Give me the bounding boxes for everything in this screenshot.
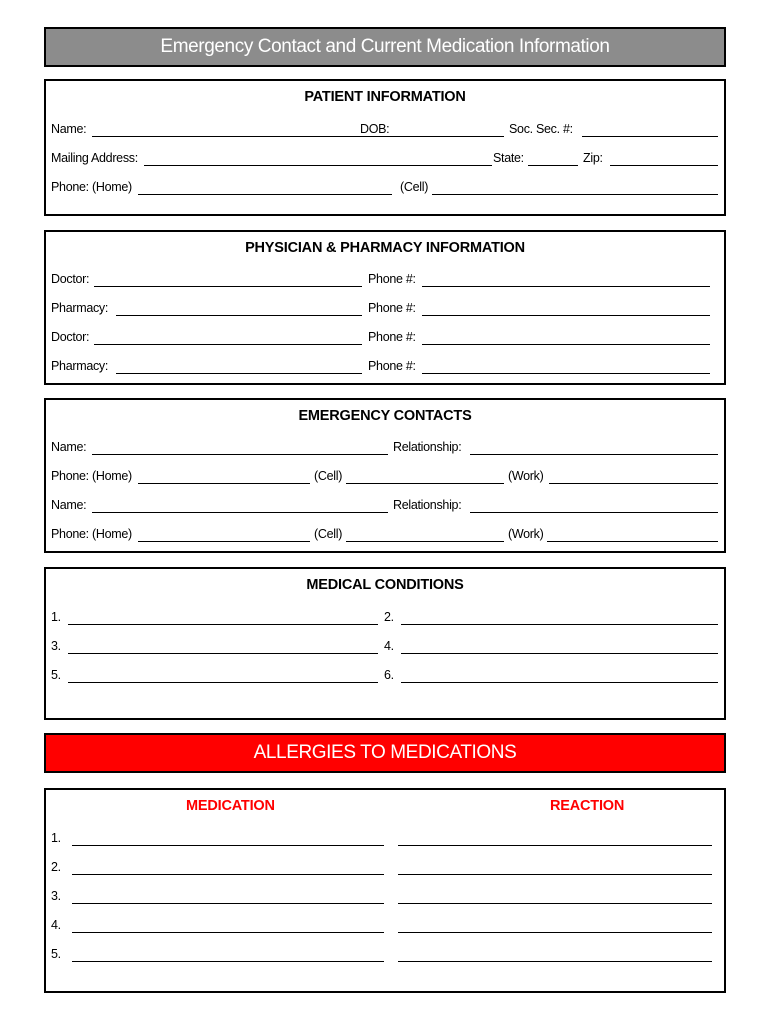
pharmacy-2-phone-label: Phone #: [368, 359, 416, 373]
zip-label: Zip: [583, 151, 603, 165]
zip-field[interactable] [610, 165, 718, 166]
condition-6-field[interactable] [401, 682, 718, 683]
contact-2-cell-label: (Cell) [314, 527, 343, 541]
contact-1-home-field[interactable] [138, 483, 310, 484]
contact-2-relationship-field[interactable] [470, 512, 718, 513]
allergies-banner [44, 733, 726, 773]
home-phone-label: Phone: (Home) [51, 180, 132, 194]
contact-1-work-label: (Work) [508, 469, 544, 483]
contact-2-home-label: Phone: (Home) [51, 527, 132, 541]
allergy-5-number: 5. [51, 947, 61, 961]
reaction-heading: REACTION [550, 798, 625, 814]
allergy-5-reaction-field[interactable] [398, 961, 712, 962]
pharmacy-1-label: Pharmacy: [51, 301, 109, 315]
allergies-section [44, 788, 726, 993]
physician-pharmacy-section [44, 230, 726, 385]
patient-name-label: Name: [51, 122, 87, 136]
contact-1-relationship-label: Relationship: [393, 440, 462, 454]
doctor-1-phone-label: Phone #: [368, 272, 416, 286]
allergy-2-number: 2. [51, 860, 61, 874]
cell-phone-label: (Cell) [400, 180, 429, 194]
allergy-2-reaction-field[interactable] [398, 874, 712, 875]
medical-conditions-section [44, 567, 726, 720]
contact-1-cell-field[interactable] [346, 483, 504, 484]
contact-2-name-field[interactable] [92, 512, 388, 513]
dob-label: DOB: [360, 122, 390, 136]
medication-heading: MEDICATION [186, 798, 275, 814]
doctor-1-field[interactable] [94, 286, 362, 287]
allergy-5-medication-field[interactable] [72, 961, 384, 962]
ssn-label: Soc. Sec. #: [509, 122, 573, 136]
allergy-1-number: 1. [51, 831, 61, 845]
allergy-1-medication-field[interactable] [72, 845, 384, 846]
dob-field[interactable] [396, 136, 504, 137]
contact-1-relationship-field[interactable] [470, 454, 718, 455]
allergy-4-medication-field[interactable] [72, 932, 384, 933]
contact-2-cell-field[interactable] [346, 541, 504, 542]
pharmacy-2-label: Pharmacy: [51, 359, 109, 373]
address-label: Mailing Address: [51, 151, 138, 165]
condition-1-number: 1. [51, 610, 61, 624]
doctor-2-field[interactable] [94, 344, 362, 345]
form-title [44, 27, 726, 67]
form-title-text: Emergency Contact and Current Medication Information [160, 36, 610, 57]
allergy-4-number: 4. [51, 918, 61, 932]
state-field[interactable] [528, 165, 578, 166]
contact-2-home-field[interactable] [138, 541, 310, 542]
contact-2-work-field[interactable] [547, 541, 718, 542]
condition-6-number: 6. [384, 668, 394, 682]
patient-name-field[interactable] [92, 136, 396, 137]
emergency-heading: EMERGENCY CONTACTS [298, 408, 472, 424]
doctor-2-label: Doctor: [51, 330, 90, 344]
emergency-contacts-section [44, 398, 726, 553]
cell-phone-field[interactable] [432, 194, 718, 195]
contact-1-home-label: Phone: (Home) [51, 469, 132, 483]
home-phone-field[interactable] [138, 194, 392, 195]
condition-5-field[interactable] [68, 682, 378, 683]
contact-2-relationship-label: Relationship: [393, 498, 462, 512]
pharmacy-2-phone-field[interactable] [422, 373, 710, 374]
doctor-2-phone-label: Phone #: [368, 330, 416, 344]
allergy-3-number: 3. [51, 889, 61, 903]
condition-2-number: 2. [384, 610, 394, 624]
conditions-heading: MEDICAL CONDITIONS [306, 577, 464, 593]
allergy-3-medication-field[interactable] [72, 903, 384, 904]
pharmacy-1-field[interactable] [116, 315, 362, 316]
patient-info-heading: PATIENT INFORMATION [304, 89, 466, 105]
contact-1-cell-label: (Cell) [314, 469, 343, 483]
condition-4-number: 4. [384, 639, 394, 653]
patient-info-section [44, 79, 726, 216]
doctor-1-phone-field[interactable] [422, 286, 710, 287]
contact-2-name-label: Name: [51, 498, 87, 512]
ssn-field[interactable] [582, 136, 718, 137]
doctor-1-label: Doctor: [51, 272, 90, 286]
condition-5-number: 5. [51, 668, 61, 682]
state-label: State: [493, 151, 524, 165]
allergy-1-reaction-field[interactable] [398, 845, 712, 846]
physician-heading: PHYSICIAN & PHARMACY INFORMATION [245, 240, 525, 256]
condition-4-field[interactable] [401, 653, 718, 654]
pharmacy-1-phone-field[interactable] [422, 315, 710, 316]
address-field[interactable] [144, 165, 492, 166]
doctor-2-phone-field[interactable] [422, 344, 710, 345]
contact-1-name-label: Name: [51, 440, 87, 454]
allergy-4-reaction-field[interactable] [398, 932, 712, 933]
allergies-banner-text: ALLERGIES TO MEDICATIONS [253, 742, 517, 763]
allergy-3-reaction-field[interactable] [398, 903, 712, 904]
condition-1-field[interactable] [68, 624, 378, 625]
allergy-2-medication-field[interactable] [72, 874, 384, 875]
condition-3-number: 3. [51, 639, 61, 653]
pharmacy-1-phone-label: Phone #: [368, 301, 416, 315]
contact-1-work-field[interactable] [549, 483, 718, 484]
condition-2-field[interactable] [401, 624, 718, 625]
pharmacy-2-field[interactable] [116, 373, 362, 374]
contact-2-work-label: (Work) [508, 527, 544, 541]
condition-3-field[interactable] [68, 653, 378, 654]
contact-1-name-field[interactable] [92, 454, 388, 455]
